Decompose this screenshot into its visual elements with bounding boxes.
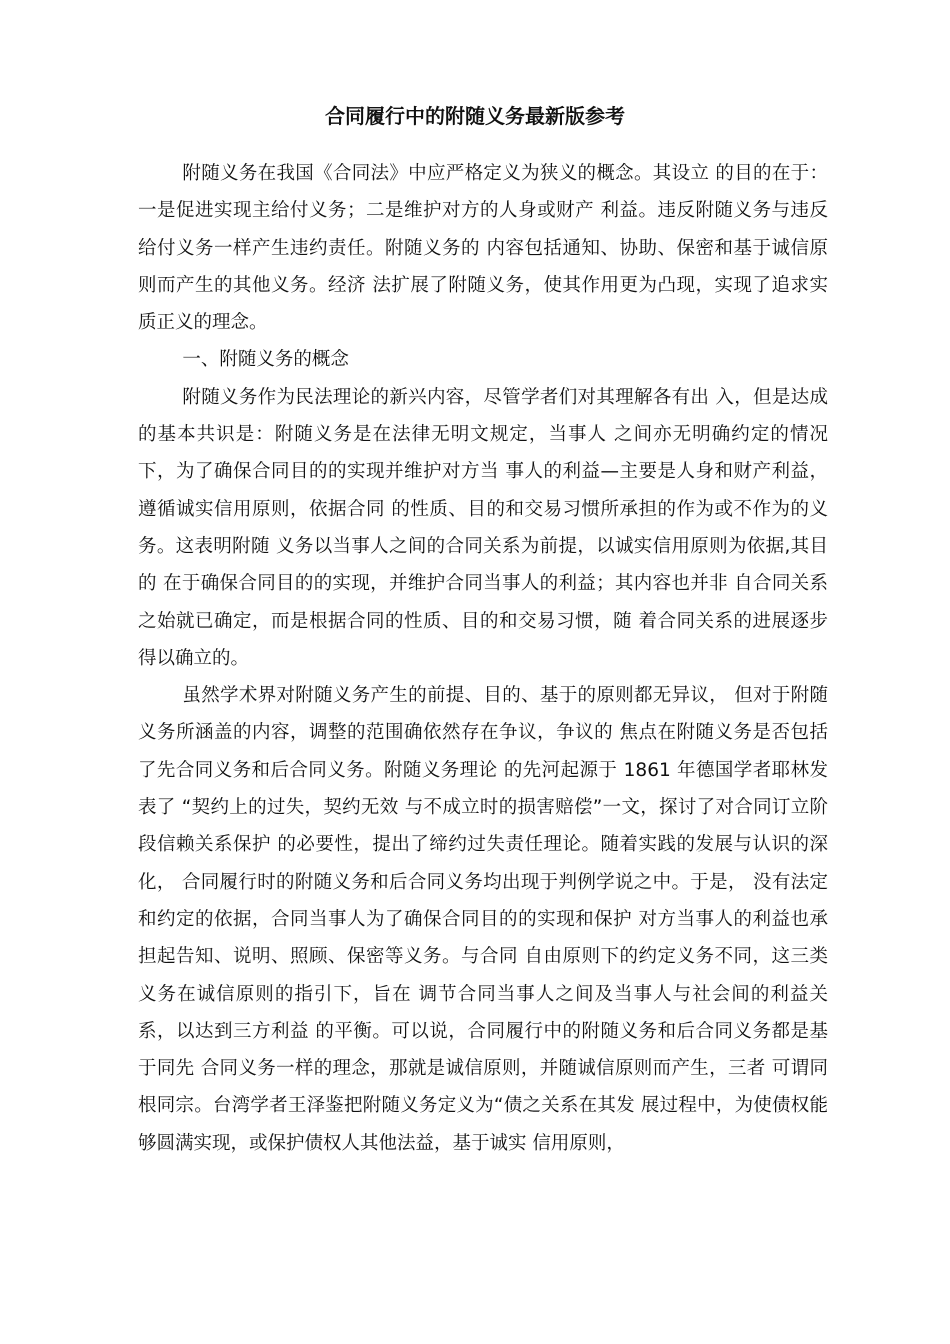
- paragraph-concept: 附随义务作为民法理论的新兴内容，尽管学者们对其理解各有出 入，但是达成的基本共识是：附随义务是在法律无明文规定，当事人 之间亦无明确约定的情况下，为了确保合同目的的实现并维护对方当 事人的利益—主要是人身和财产利益，遵循诚实信用原则，依据合同 的性质、目的和交易习惯所承担的作为或不作为的义务。这表明附随 义务以当事人之间的合同关系为前提，以诚实信用原则为依据,其目的 在于确保合同目的的实现，并维护合同当事人的利益；其内容也并非 自合同关系之始就已确定，而是根据合同的性质、目的和交易习惯，随 着合同关系的进展逐步得以确立的。: [138, 386, 828, 669]
- document-title: 合同履行中的附随义务最新版参考: [325, 104, 625, 128]
- paragraph-intro: 附随义务在我国《合同法》中应严格定义为狭义的概念。其设立 的目的在于：一是促进实现主给付义务；二是维护对方的人身或财产 利益。违反附随义务与违反给付义务一样产生违约责任。附随义务的 内容包括通知、协助、保密和基于诚信原则而产生的其他义务。经济 法扩展了附随义务，使其作用更为凸现，实现了追求实质正义的理念。: [138, 163, 828, 334]
- section-heading-concept: 一、附随义务的概念: [182, 349, 349, 371]
- document-body: [138, 155, 828, 1162]
- paragraph-scope: 虽然学术界对附随义务产生的前提、目的、基于的原则都无异议， 但对于附随义务所涵盖的内容，调整的范围确依然存在争议，争议的 焦点在附随义务是否包括了先合同义务和后合同义务。附随义务理论 的先河起源于 1861 年德国学者耶林发表了 “契约上的过失，契约无效 与不成立时的损害赔偿”一文，探讨了对合同订立阶段信赖关系保护 的必要性，提出了缔约过失责任理论。随着实践的发展与认识的深化， 合同履行时的附随义务和后合同义务均出现于判例学说之中。于是， 没有法定和约定的依据，合同当事人为了确保合同目的的实现和保护 对方当事人的利益也承担起告知、说明、照顾、保密等义务。与合同 自由原则下的约定义务不同，这三类义务在诚信原则的指引下，旨在 调节合同当事人之间及当事人与社会间的利益关系，以达到三方利益 的平衡。可以说，合同履行中的附随义务和后合同义务都是基于同先 合同义务一样的理念，那就是诚信原则，并随诚信原则而产生，三者 可谓同根同宗。台湾学者王泽鉴把附随义务定义为“债之关系在其发 展过程中，为使债权能够圆满实现，或保护债权人其他法益，基于诚实 信用原则，: [138, 685, 828, 1154]
